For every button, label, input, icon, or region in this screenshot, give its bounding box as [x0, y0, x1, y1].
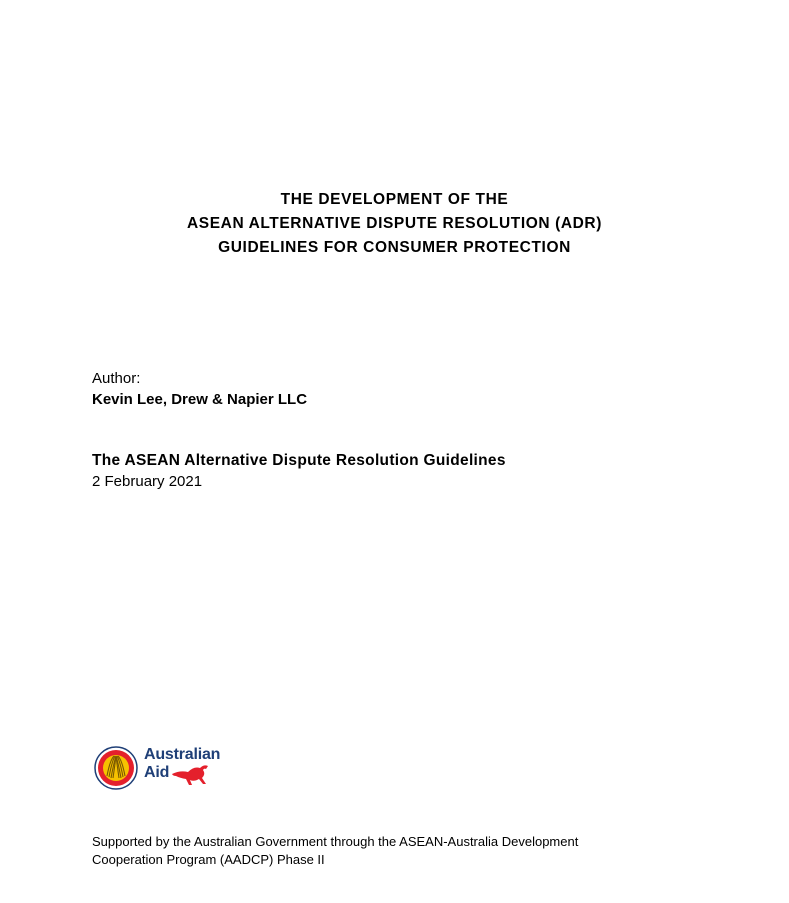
author-name: Kevin Lee, Drew & Napier LLC: [92, 391, 308, 408]
footer-note: [92, 833, 692, 869]
title-line-2: ASEAN ALTERNATIVE DISPUTE RESOLUTION (ADR): [186, 215, 602, 232]
title-line-3: GUIDELINES FOR CONSUMER PROTECTION: [218, 239, 571, 256]
author-label: Author:: [92, 370, 141, 387]
footer-line-1: Supported by the Australian Government through the ASEAN-Australia Development: [92, 834, 579, 849]
australian-aid-logo: [94, 742, 244, 794]
document-date: 2 February 2021: [92, 473, 203, 490]
author-section: [92, 368, 307, 410]
asean-emblem-icon: [94, 746, 138, 790]
logo-line-2: Aid: [144, 764, 170, 781]
footer-line-2: Cooperation Program (AADCP) Phase II: [92, 852, 325, 867]
document-info: [92, 450, 506, 492]
kangaroo-icon: [170, 760, 214, 788]
title-line-1: THE DEVELOPMENT OF THE: [280, 191, 509, 208]
document-subtitle: The ASEAN Alternative Dispute Resolution Guidelines: [92, 452, 506, 469]
document-title: [0, 188, 789, 260]
logo-line-1: Australian: [144, 746, 221, 763]
